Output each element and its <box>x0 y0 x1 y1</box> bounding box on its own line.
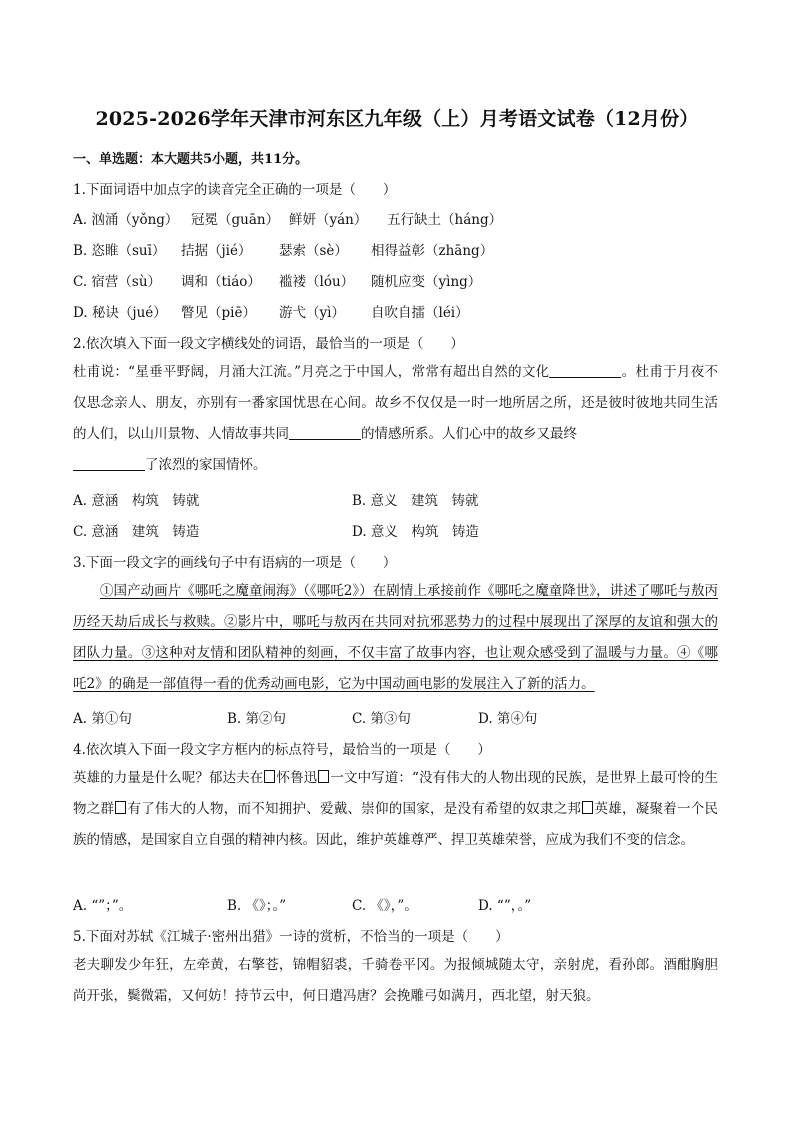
q1-option-c[interactable]: C. 宿营（sù） 调和（tiáo） 褴褛（lóu） 随机应变（yìng） <box>73 274 482 290</box>
q5-stem: 5.下面对苏轼《江城子·密州出猎》一诗的赏析，不恰当的一项是（ ） <box>73 929 509 945</box>
q4-option-c[interactable]: C. 《》，”。 <box>352 898 418 914</box>
q1-stem: 1.下面词语中加点字的读音完全正确的一项是（ ） <box>73 182 397 198</box>
q3-option-d[interactable]: D. 第④句 <box>478 711 538 727</box>
q2-option-a[interactable]: A. 意涵 构筑 铸就 <box>73 493 200 509</box>
q3-option-b[interactable]: B. 第②句 <box>227 711 287 727</box>
q2-option-b[interactable]: B. 意义 建筑 铸就 <box>352 493 479 509</box>
q1-option-a[interactable]: A. 汹涌（yǒng） 冠冕（guān） 鲜妍（yán） 五行缺土（háng） <box>73 212 503 228</box>
q4-passage: 英雄的力量是什么呢？郁达夫在 怀鲁迅 一文中写道：“没有伟大的人物出现的民族，是世界上最可怜的生物之群 有了伟大的人物，而不知拥护、爱戴、崇仰的国家，是没有希望的奴隶之邦 英雄，凝聚着一个民族的情感，是国家自立自强的精神内核。因此，维护英雄尊严、捍卫英雄荣誉，应成为我们不变的信念。 <box>73 770 719 848</box>
fill-blank-1[interactable] <box>549 363 621 378</box>
punct-box-1[interactable] <box>264 770 275 783</box>
section-heading: 一、单选题：本大题共5小题，共11分。 <box>73 152 309 167</box>
q4-stem: 4.依次填入下面一段文字方框内的标点符号，最恰当的一项是（ ） <box>73 742 491 758</box>
punct-box-2[interactable] <box>318 770 329 783</box>
q4-option-a[interactable]: A. “”；”。 <box>73 898 133 914</box>
q2-stem: 2.依次填入下面一段文字横线处的词语，最恰当的一项是（ ） <box>73 336 464 352</box>
q2-passage: 杜甫说：“星垂平野阔，月涌大江流。”月亮之于中国人，常常有超出自然的文化 。杜甫于月夜不仅思念亲人、朋友，亦别有一番家国忧思在心间。故乡不仅仅是一时一地所居之所，还是彼时彼地共同生活的人们，以山川景物、人情故事共同 的情感所系。人们心中的故乡又最终 了浓烈的家国情怀。 <box>73 364 718 473</box>
q4-option-b[interactable]: B. 《》；。” <box>227 898 287 914</box>
q1-option-b[interactable]: B. 恣睢（suī） 拮据（jié） 瑟索（sè） 相得益彰（zhāng） <box>73 243 494 259</box>
punct-box-3[interactable] <box>115 801 126 814</box>
q2-option-d[interactable]: D. 意义 构筑 铸造 <box>352 524 479 540</box>
q4-option-d[interactable]: D. “”，。” <box>478 898 532 914</box>
q3-stem: 3.下面一段文字的画线句子中有语病的一项是（ ） <box>73 555 397 571</box>
fill-blank-3[interactable] <box>73 456 145 471</box>
punct-box-4[interactable] <box>582 801 593 814</box>
q2-option-c[interactable]: C. 意涵 建筑 铸造 <box>73 524 200 540</box>
q3-option-a[interactable]: A. 第①句 <box>73 711 132 727</box>
exam-title: 2025-2026学年天津市河东区九年级（上）月考语文试卷（12月份） <box>95 108 699 130</box>
q3-passage: ①国产动画片《哪吒之魔童闹海》（《哪吒2》）在剧情上承接前作《哪吒之魔童降世》，讲述了哪吒与敖丙历经天劫后成长与救赎。②影片中，哪吒与敖丙在共同对抗邪恶势力的过程中展现出了深厚的友谊和强大的团队力量。③这种对友情和团队精神的刻画，不仅丰富了故事内容，也让观众感受到了温暖与力量。④《哪吒2》的确是一部值得一看的优秀动画电影，它为中国动画电影的发展注入了新的活力。 <box>73 583 718 692</box>
q5-poem: 老夫聊发少年狂，左牵黄，右擎苍，锦帽貂裘，千骑卷平冈。为报倾城随太守，亲射虎，看孙郎。酒酣胸胆尚开张，鬓微霜，又何妨！持节云中，何日遣冯唐？会挽雕弓如满月，西北望，射天狼。 <box>73 957 718 1004</box>
fill-blank-2[interactable] <box>289 425 361 440</box>
q1-option-d[interactable]: D. 秘诀（jué） 瞥见（piē） 游弋（yì） 自吹自擂（léi） <box>73 305 469 321</box>
q3-option-c[interactable]: C. 第③句 <box>352 711 411 727</box>
